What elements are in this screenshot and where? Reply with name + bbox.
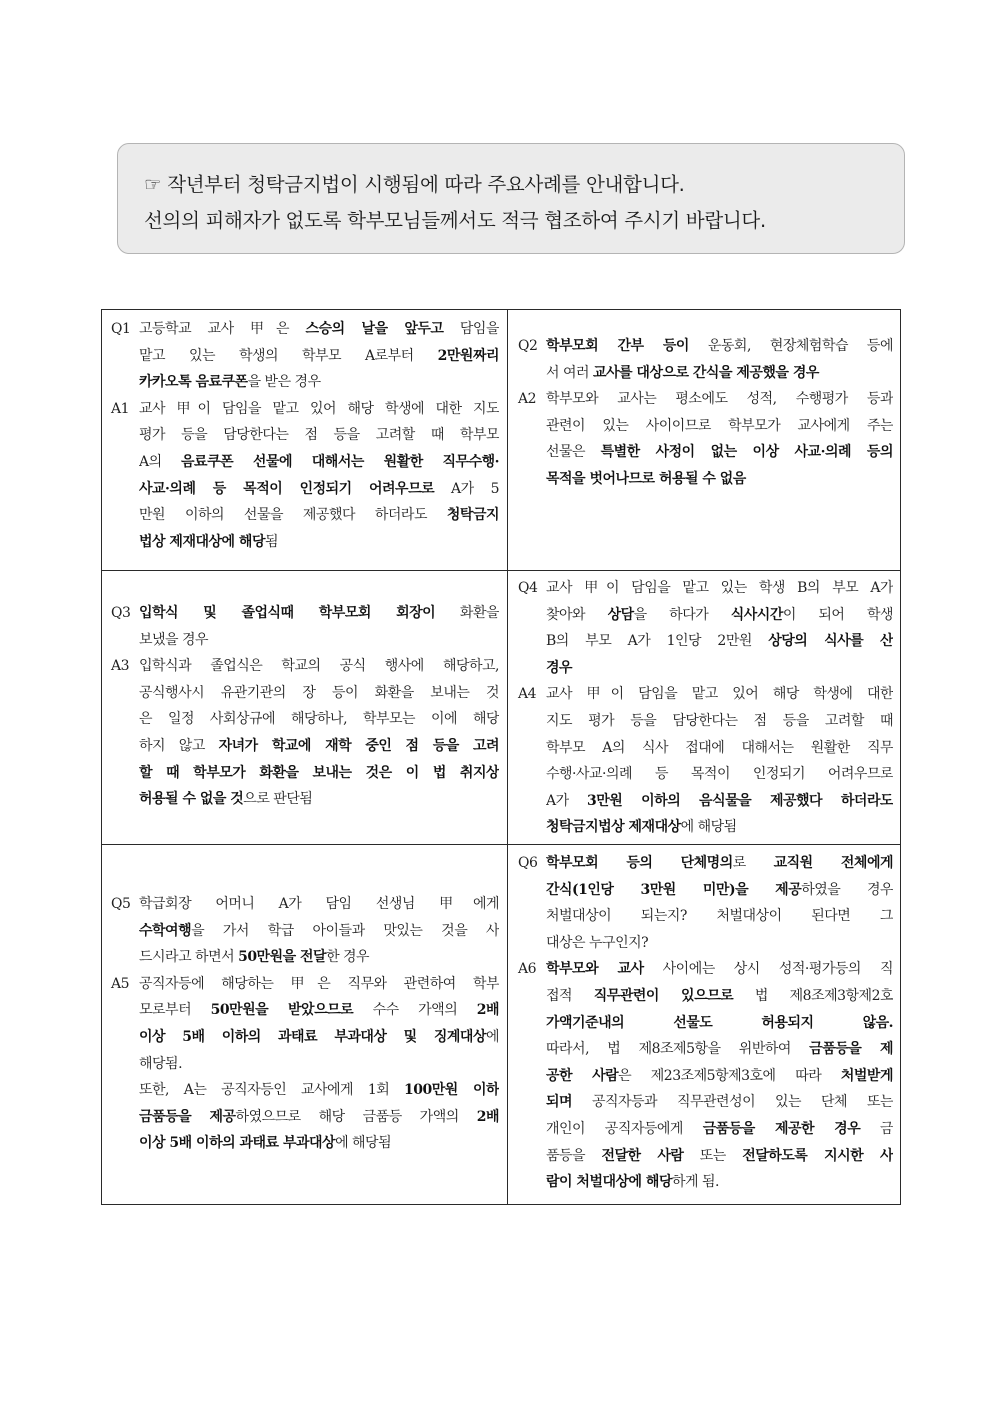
entry-line	[546, 333, 893, 360]
body-text: 공직자등과 직무관련성이 있는 단체 또는	[572, 1094, 893, 1111]
body-text: 사이에는 상시 성적·평가등의 직	[643, 961, 893, 978]
entry-label: Q4	[518, 580, 538, 596]
body-text: 개인이 공직자등에게	[546, 1120, 703, 1137]
entry-line	[546, 1036, 893, 1063]
body-text: A가	[546, 792, 588, 809]
body-text: 또한, A는 공직자등인 교사에게 1회	[139, 1082, 405, 1099]
case-cell-2	[518, 333, 893, 493]
body-text: B의 부모 A가 1인당 2만원	[546, 633, 769, 650]
entry-line	[546, 1169, 893, 1196]
body-text: 은 제23조제5항제3호에 따라	[618, 1067, 841, 1084]
answer-a1	[111, 396, 499, 556]
entry-line	[139, 343, 499, 370]
entry-line	[546, 983, 893, 1010]
entry-line	[546, 761, 893, 788]
body-text: 을 하다가	[633, 606, 731, 623]
case-cell-1	[111, 316, 499, 555]
body-text: 으로 판단됨	[243, 791, 313, 808]
entry-label: A3	[111, 658, 130, 675]
emphasis-text: 학부모회 등의 단체명의	[546, 855, 733, 871]
body-text: 보냈을 경우	[139, 631, 209, 648]
emphasis-text: 가액기준내의 선물도 허용되지 않음.	[546, 1014, 893, 1031]
body-text: 로	[732, 855, 774, 871]
emphasis-text: 교직원 전체에게	[773, 855, 893, 871]
entry-line	[546, 1089, 893, 1116]
emphasis-text: 직무관련이 있으므로	[593, 987, 734, 1004]
entry-line	[546, 956, 893, 983]
emphasis-text: 할 때 학부모가 화환을 보내는 것은 이 법 취지상	[139, 764, 499, 781]
emphasis-text: 카카오톡 음료쿠폰	[139, 374, 248, 391]
entry-line	[139, 786, 499, 813]
entry-line	[139, 680, 499, 707]
entry-label: A5	[111, 975, 130, 992]
notice-line-1	[144, 169, 685, 197]
body-text: 에	[485, 1028, 499, 1045]
entry-line	[546, 575, 893, 602]
emphasis-text: 수학여행	[139, 922, 192, 939]
entry-line	[139, 476, 499, 503]
entry-line	[546, 466, 893, 493]
emphasis-text: 스승의 날을 앞두고	[305, 321, 444, 337]
answer-a2	[518, 386, 893, 492]
entry-line	[546, 1143, 893, 1170]
entry-line	[139, 449, 499, 476]
body-text: A가 5	[434, 480, 499, 497]
emphasis-text: 특별한 사정이 없는 이상 사교·의례 등의	[600, 444, 893, 461]
entry-label: Q3	[111, 605, 131, 621]
entry-line	[139, 760, 499, 787]
body-text: 또는	[683, 1147, 743, 1164]
table-divider-vertical	[507, 309, 508, 1205]
entry-line	[139, 971, 499, 998]
body-text: 찾아와	[546, 606, 608, 623]
entry-label: A4	[518, 686, 537, 703]
question-q1	[111, 316, 499, 396]
entry-line	[139, 422, 499, 449]
entry-label: A2	[518, 391, 537, 408]
body-text: 에 해당됨	[680, 819, 737, 836]
entry-label: Q6	[518, 855, 538, 871]
entry-line	[139, 918, 499, 945]
body-text: 법 제8조제3항제2호	[733, 987, 893, 1004]
entry-line	[546, 628, 893, 655]
entry-line	[546, 903, 893, 930]
body-text: 학부모와 교사는 평소에도 성적, 수행평가 등과	[546, 391, 893, 408]
body-text: 해당됨.	[139, 1055, 183, 1072]
body-text: 을 받은 경우	[247, 374, 321, 391]
emphasis-text: 전달하도록 지시한 사	[742, 1147, 893, 1164]
question-q2	[518, 333, 893, 386]
question-q5	[111, 891, 499, 971]
notice-box	[117, 143, 905, 254]
entry-line	[546, 360, 893, 387]
case-cell-3	[111, 600, 499, 813]
body-text: 을 가서 학급 아이들과 맛있는 것을 사	[191, 922, 499, 939]
entry-line	[546, 850, 893, 877]
body-text: 교사 甲이 담임을 맡고 있어 해당 학생에 대한	[546, 686, 893, 703]
emphasis-text: 금품등을 제공	[139, 1108, 236, 1125]
body-text: 학부모 A의 식사 접대에 대해서는 원활한 직무	[546, 739, 893, 756]
emphasis-text: 이상 5배 이하의 과태료 부과대상 및 징계대상	[139, 1028, 486, 1045]
case-cell-4	[518, 575, 893, 841]
emphasis-text: 법상 제재대상에 해당	[139, 533, 265, 550]
entry-line	[546, 413, 893, 440]
body-text: 한 경우	[326, 949, 370, 966]
body-text: 금	[860, 1120, 893, 1137]
body-text: 담임을	[443, 321, 499, 337]
body-text: 서 여러	[546, 364, 593, 381]
entry-line	[139, 316, 499, 343]
entry-line	[139, 502, 499, 529]
body-text: 교사 甲이 담임을 맡고 있어 해당 학생에 대한 지도	[139, 400, 499, 417]
entry-line	[546, 877, 893, 904]
body-text: 은 일정 사회상규에 해당하나, 학부모는 이에 해당	[139, 711, 499, 728]
entry-line	[139, 600, 499, 627]
emphasis-text: 처벌받게	[840, 1067, 893, 1084]
emphasis-text: 음료쿠폰 선물에 대해서는 원활한 직무수행·	[181, 453, 499, 470]
body-text: 이 되어 학생	[782, 606, 893, 623]
body-text: 관련이 있는 사이이므로 학부모가 교사에게 주는	[546, 417, 893, 434]
entry-line	[139, 891, 499, 918]
body-text: 지도 평가 등을 담당한다는 점 등을 고려할 때	[546, 712, 893, 729]
entry-line	[139, 1077, 499, 1104]
body-text: 수수 가액의	[353, 1002, 477, 1019]
entry-line	[546, 708, 893, 735]
entry-line	[139, 1051, 499, 1078]
body-text: 에 해당됨	[335, 1135, 392, 1152]
entry-line	[139, 529, 499, 556]
emphasis-text: 전달한 사람	[601, 1147, 684, 1164]
emphasis-text: 학부모회 간부 등이	[546, 338, 689, 354]
body-text: 수행·사교·의례 등 목적이 인정되기 어려우므로	[546, 766, 893, 783]
pointing-hand-icon: ☞	[144, 173, 162, 196]
emphasis-text: 공한 사람	[546, 1067, 619, 1084]
emphasis-text: 입학식 및 졸업식때 학부모회 회장이	[139, 605, 436, 621]
notice-text-1: 작년부터 청탁금지법이 시행됨에 따라 주요사례를 안내합니다.	[167, 173, 685, 196]
body-text: 만원 이하의 선물을 제공했다 하더라도	[139, 507, 447, 524]
emphasis-text: 경우	[546, 659, 573, 676]
body-text: 드시라고 하면서	[139, 949, 239, 966]
entry-label: Q5	[111, 896, 131, 912]
body-text: 평가 등을 담당한다는 점 등을 고려할 때 학부모	[139, 427, 499, 444]
question-q6	[518, 850, 893, 956]
emphasis-text: 허용될 수 없을 것	[139, 791, 244, 808]
emphasis-text: 학부모와 교사	[546, 961, 644, 978]
emphasis-text: 상담	[607, 606, 634, 623]
body-text: 교사 甲이 담임을 맡고 있는 학생 B의 부모 A가	[546, 580, 893, 596]
entry-line	[546, 386, 893, 413]
entry-label: A1	[111, 400, 130, 417]
emphasis-text: 50만원을 전달	[238, 949, 327, 966]
body-text: 대상은 누구인지?	[546, 934, 649, 951]
body-text: 접적	[546, 987, 594, 1004]
entry-line	[139, 627, 499, 654]
body-text: 하게 됨.	[671, 1174, 719, 1191]
entry-line	[139, 706, 499, 733]
entry-line	[546, 1063, 893, 1090]
case-cell-5	[111, 891, 499, 1157]
entry-line	[139, 369, 499, 396]
emphasis-text: 2배	[476, 1108, 499, 1125]
question-q4	[518, 575, 893, 681]
entry-line	[139, 396, 499, 423]
body-text: 선물은	[546, 444, 601, 461]
body-text: 하였으므로 해당 금품등 가액의	[235, 1108, 477, 1125]
answer-a3	[111, 653, 499, 813]
entry-line	[546, 930, 893, 957]
body-text: 학급회장 어머니 A가 담임 선생님 甲에게	[139, 896, 499, 912]
emphasis-text: 되며	[546, 1094, 573, 1111]
emphasis-text: 100만원 이하	[404, 1082, 499, 1099]
entry-line	[139, 733, 499, 760]
body-text: 품등을	[546, 1147, 602, 1164]
entry-line	[139, 944, 499, 971]
question-q3	[111, 600, 499, 653]
entry-line	[139, 1104, 499, 1131]
emphasis-text: 상당의 식사를 산	[768, 633, 893, 650]
entry-line	[546, 439, 893, 466]
table-divider-row-1	[101, 570, 901, 571]
notice-line-2: 선의의 피해자가 없도록 학부모님들께서도 적극 협조하여 주시기 바랍니다.	[144, 209, 766, 232]
body-text: A의	[139, 453, 182, 470]
entry-label: Q1	[111, 321, 131, 337]
body-text: 따라서, 법 제8조제5항을 위반하여	[546, 1041, 810, 1058]
body-text: 하지 않고	[139, 737, 219, 754]
emphasis-text: 청탁금지	[446, 507, 499, 524]
entry-line	[546, 655, 893, 682]
body-text: 운동회, 현장체험학습 등에	[688, 338, 893, 354]
body-text: 맡고 있는 학생의 학부모 A로부터	[139, 347, 438, 364]
entry-line	[546, 814, 893, 841]
emphasis-text: 2만원짜리	[437, 347, 499, 364]
emphasis-text: 목적을 벗어나므로 허용될 수 없음	[546, 470, 746, 487]
case-cell-6	[518, 850, 893, 1196]
emphasis-text: 사교·의례 등 목적이 인정되기 어려우므로	[139, 480, 435, 497]
entry-line	[546, 1116, 893, 1143]
answer-a6	[518, 956, 893, 1195]
answer-a5	[111, 971, 499, 1157]
entry-line	[139, 1024, 499, 1051]
body-text: 됨	[264, 533, 278, 550]
entry-line	[546, 602, 893, 629]
entry-line	[546, 788, 893, 815]
entry-line	[546, 1010, 893, 1037]
answer-a4	[518, 681, 893, 841]
emphasis-text: 교사를 대상으로 간식을 제공했을 경우	[592, 364, 819, 381]
entry-line	[139, 1130, 499, 1157]
body-text: 처벌대상이 되는지? 처벌대상이 된다면 그	[546, 908, 893, 925]
body-text: 고등학교 교사 甲은	[139, 321, 306, 337]
emphasis-text: 50만원을 받았으므로	[210, 1002, 354, 1019]
entry-line	[546, 735, 893, 762]
emphasis-text: 자녀가 학교에 재학 중인 점 등을 고려	[218, 737, 499, 754]
emphasis-text: 금품등을 제공한 경우	[702, 1120, 861, 1137]
emphasis-text: 2배	[476, 1002, 499, 1019]
emphasis-text: 금품등을 제	[809, 1041, 893, 1058]
body-text: 입학식과 졸업식은 학교의 공식 행사에 해당하고,	[139, 658, 499, 675]
body-text: 공식행사시 유관기관의 장 등이 화환을 보내는 것	[139, 684, 499, 701]
body-text: 모로부터	[139, 1002, 211, 1019]
entry-line	[139, 653, 499, 680]
emphasis-text: 이상 5배 이하의 과태료 부과대상	[139, 1135, 336, 1152]
entry-label: A6	[518, 961, 537, 978]
entry-line	[546, 681, 893, 708]
emphasis-text: 청탁금지법상 제재대상	[546, 819, 681, 836]
body-text: 화환을	[435, 605, 499, 621]
emphasis-text: 3만원 이하의 음식물을 제공했다 하더라도	[587, 792, 893, 809]
emphasis-text: 람이 처벌대상에 해당	[546, 1174, 672, 1191]
body-text: 공직자등에 해당하는 甲은 직무와 관련하여 학부	[139, 975, 499, 992]
body-text: 하였을 경우	[801, 881, 893, 898]
emphasis-text: 간식(1인당 3만원 미만)을 제공	[546, 881, 802, 898]
entry-line	[139, 997, 499, 1024]
emphasis-text: 식사시간	[730, 606, 783, 623]
table-divider-row-2	[101, 844, 901, 845]
entry-label: Q2	[518, 338, 538, 354]
